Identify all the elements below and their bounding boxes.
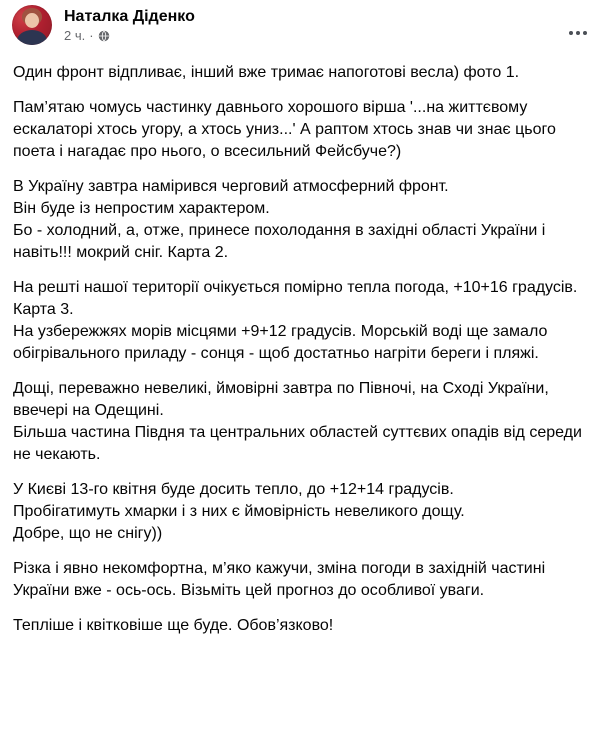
- post-paragraph: [13, 479, 600, 545]
- author-name[interactable]: Наталка Діденко: [64, 8, 195, 25]
- post-text-line: Тепліше і квітковіше ще буде. Обов’язково!: [13, 617, 334, 634]
- post-paragraph: [13, 97, 600, 163]
- post-text-line: На решті нашої території очікується помірно тепла погода, +10+16 градусів. Карта 3.: [13, 279, 578, 318]
- post-text-line: Добре, що не снігу)): [13, 525, 163, 542]
- post-header: [0, 0, 614, 56]
- post-text-line: Більша частина Півдня та центральних областей суттєвих опадів від середи не чекають.: [13, 424, 582, 463]
- post-paragraph: [13, 378, 600, 466]
- avatar[interactable]: [12, 5, 52, 45]
- post-paragraph: [13, 62, 600, 84]
- post-text-line: Один фронт відпливає, інший вже тримає напоготові весла) фото 1.: [13, 64, 520, 81]
- ellipsis-dot: [576, 31, 580, 35]
- meta-separator: ·: [89, 28, 94, 43]
- header-info: [64, 5, 558, 44]
- more-options-button[interactable]: [560, 20, 596, 46]
- post-text-line: У Києві 13-го квітня буде досить тепло, до +12+14 градусів.: [13, 481, 454, 498]
- post-paragraph: [13, 176, 600, 264]
- timestamp[interactable]: 2 ч.: [64, 28, 86, 43]
- post-text-line: Пам’ятаю чомусь частинку давнього хорошого вірша '...на життєвому ескалаторі хтось угору, а хтось униз...' А раптом хтось знав чи знає цього поета і нагадає про нього, о всесильний Фейсбуче?): [13, 99, 556, 160]
- post-paragraph: [13, 558, 600, 602]
- ellipsis-dot: [583, 31, 587, 35]
- post-text-line: Бо - холодний, а, отже, принесе похолодання в західні області України і навіть!!! мокрий сніг. Карта 2.: [13, 222, 546, 261]
- post-text-line: В Україну завтра намірився черговий атмосферний фронт.: [13, 178, 449, 195]
- post-content: [0, 56, 614, 643]
- post-text-line: На узбережжях морів місцями +9+12 градусів. Морській воді ще замало обігрівального приладу - сонця - щоб достатньо нагріти береги і пляжі.: [13, 323, 548, 362]
- post-paragraph: [13, 277, 600, 365]
- avatar-clothing: [17, 30, 47, 45]
- post-text-line: Дощі, переважно невеликі, ймовірні завтра по Півночі, на Сході України, ввечері на Одещині.: [13, 380, 549, 419]
- post-text-line: Різка і явно некомфортна, м’яко кажучи, зміна погоди в західній частині України вже - ось-ось. Візьміть цей прогноз до особливої уваги.: [13, 560, 546, 599]
- globe-icon: [98, 30, 110, 42]
- post-meta: [64, 28, 558, 44]
- ellipsis-dot: [569, 31, 573, 35]
- post-text-line: Пробігатимуть хмарки і з них є ймовірність невеликого дощу.: [13, 503, 465, 520]
- post-text-line: Він буде із непростим характером.: [13, 200, 270, 217]
- avatar-face: [25, 13, 39, 28]
- post-paragraph: [13, 615, 600, 637]
